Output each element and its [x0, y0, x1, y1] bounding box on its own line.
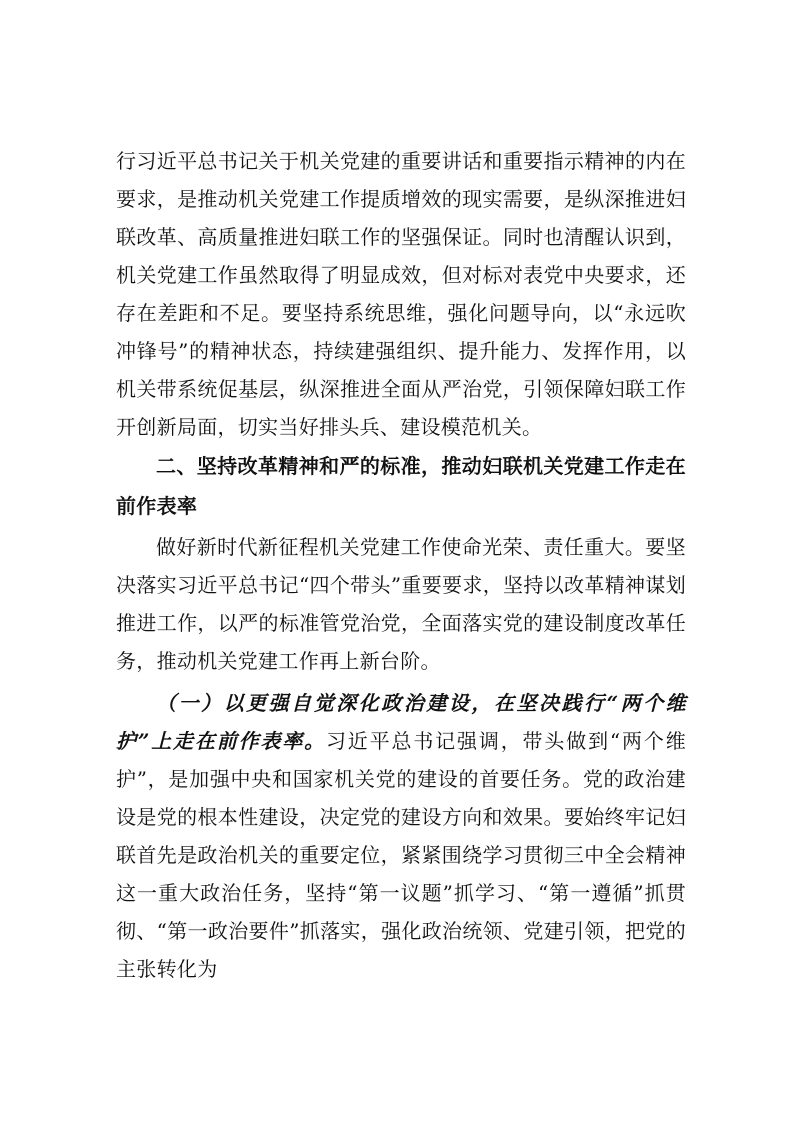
subsection-heading: （一）以更强自觉深化政治建设，在坚决践行“两个维护”上走在前作表率。	[116, 691, 686, 753]
body-text: 习近平总书记强调，带头做到“两个维护”，是加强中央和国家机关党的建设的首要任务。党的政治建设是党的根本性建设，决定党的建设方向和效果。要始终牢记妇联首先是政治机关的重要定位，紧紧围绕学习贯彻三中全会精神这一重大政治任务，坚持“第一议题”抓学习、“第一遵循”抓贯彻、“第一政治要件”抓落实，强化政治统领、党建引领，把党的主张转化为	[116, 729, 686, 981]
section-heading: 二、坚持改革精神和严的标准，推动妇联机关党建工作走在前作表率	[116, 454, 686, 518]
document-body	[116, 142, 686, 988]
subsection-paragraph	[116, 684, 686, 988]
body-paragraph: 做好新时代新征程机关党建工作使命光荣、责任重大。要坚决落实习近平总书记“四个带头”重要要求，坚持以改革精神谋划推进工作，以严的标准管党治党，全面落实党的建设制度改革任务，推动机关党建工作再上新台阶。	[116, 535, 686, 673]
body-paragraph: 行习近平总书记关于机关党建的重要讲话和重要指示精神的内在要求，是推动机关党建工作提质增效的现实需要，是纵深推进妇联改革、高质量推进妇联工作的坚强保证。同时也清醒认识到，机关党建工作虽然取得了明显成效，但对标对表党中央要求，还存在差距和不足。要坚持系统思维，强化问题导向，以“永远吹冲锋号”的精神状态，持续建强组织、提升能力、发挥作用，以机关带系统促基层，纵深推进全面从严治党，引领保障妇联工作开创新局面，切实当好排头兵、建设模范机关。	[116, 149, 686, 439]
